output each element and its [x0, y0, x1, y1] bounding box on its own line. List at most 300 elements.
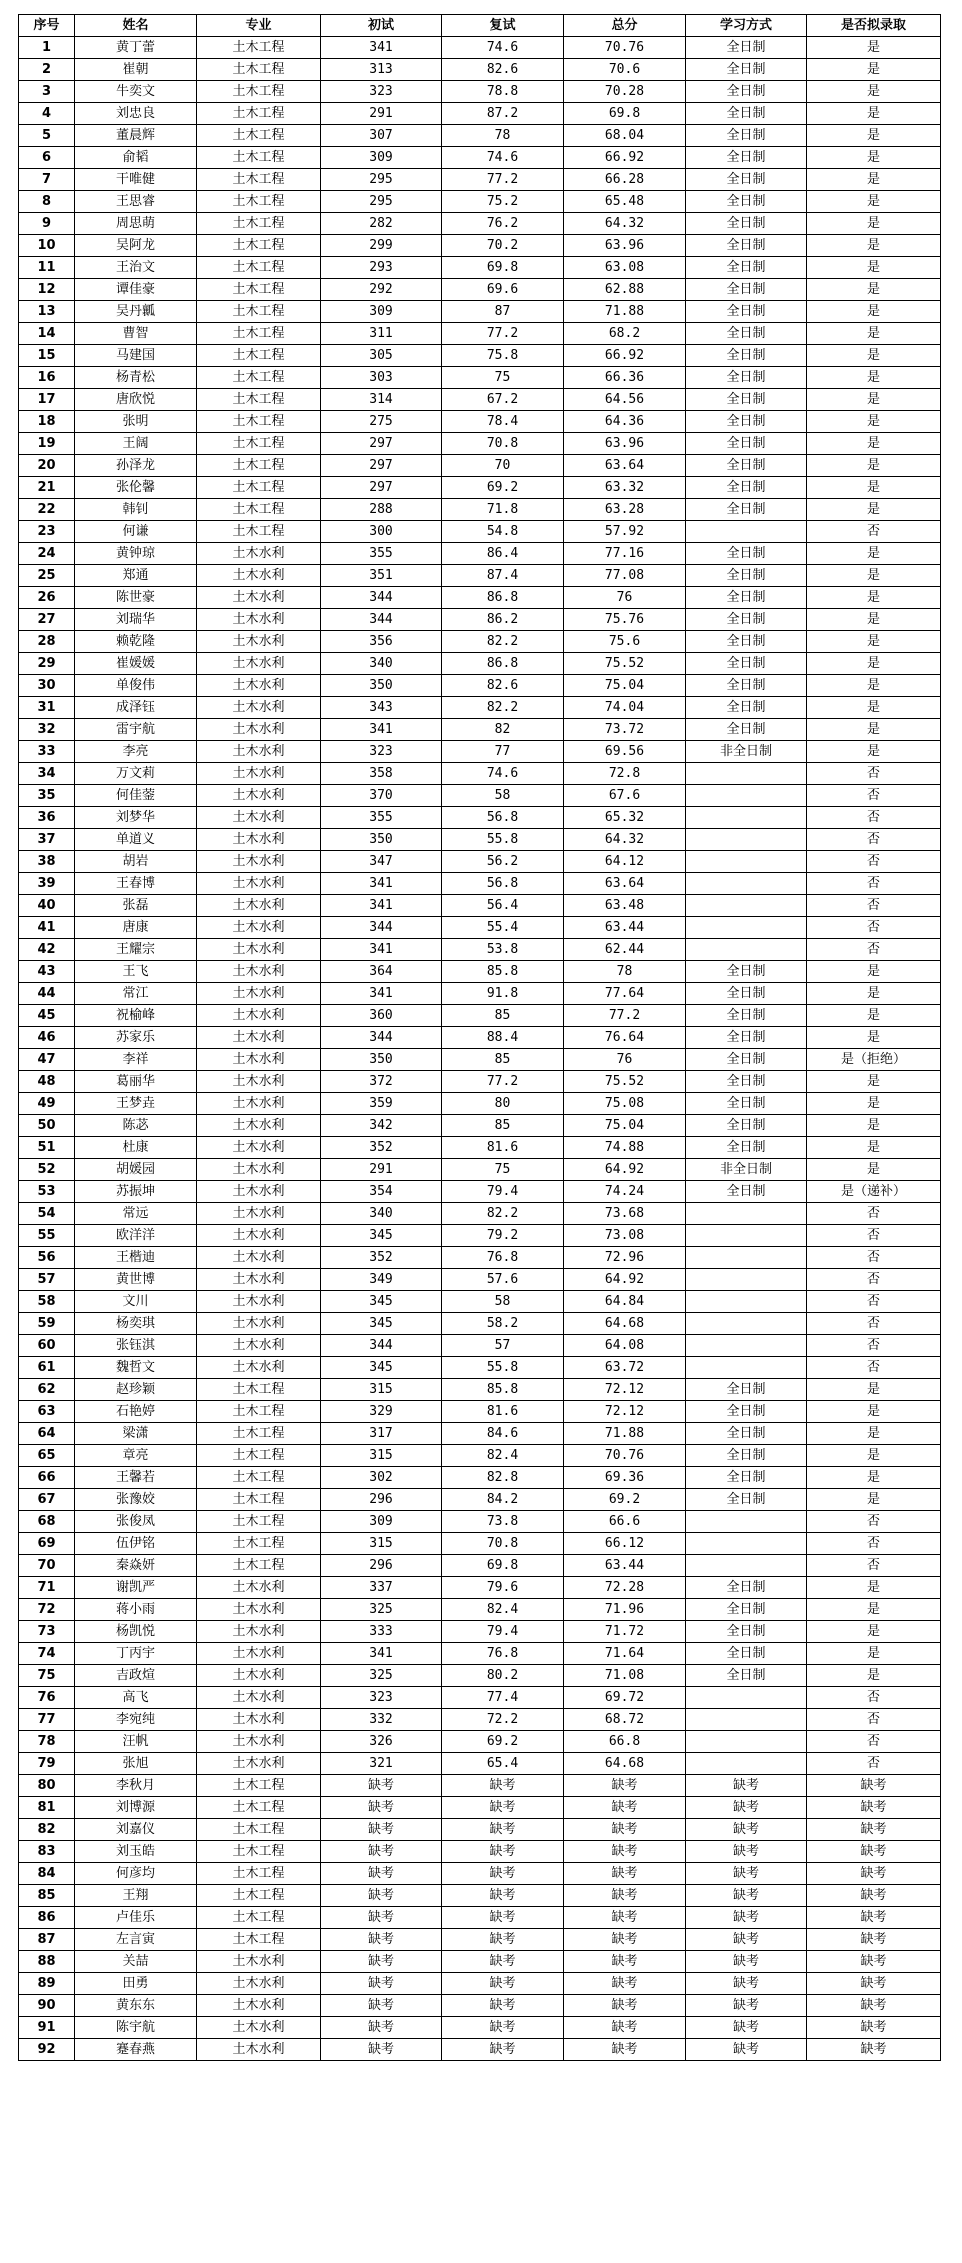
cell-initial-score: 333	[321, 1621, 442, 1643]
cell-name: 杜康	[75, 1137, 197, 1159]
cell-total-score: 76	[564, 587, 686, 609]
cell-total-score: 64.92	[564, 1159, 686, 1181]
cell-major: 土木工程	[197, 1841, 321, 1863]
cell-major: 土木水利	[197, 565, 321, 587]
cell-retest-score: 88.4	[442, 1027, 564, 1049]
cell-study-mode: 全日制	[686, 565, 807, 587]
cell-admission: 否	[807, 829, 941, 851]
cell-total-score: 64.12	[564, 851, 686, 873]
cell-retest-score: 82.4	[442, 1599, 564, 1621]
cell-retest-score: 82.4	[442, 1445, 564, 1467]
cell-index: 82	[19, 1819, 75, 1841]
table-row	[19, 433, 941, 455]
cell-total-score: 65.32	[564, 807, 686, 829]
cell-initial-score: 351	[321, 565, 442, 587]
cell-initial-score: 352	[321, 1137, 442, 1159]
table-row	[19, 895, 941, 917]
cell-name: 王飞	[75, 961, 197, 983]
cell-major: 土木水利	[197, 587, 321, 609]
table-row	[19, 367, 941, 389]
header-study-mode: 学习方式	[686, 15, 807, 37]
table-row	[19, 1027, 941, 1049]
cell-study-mode: 全日制	[686, 1137, 807, 1159]
cell-major: 土木水利	[197, 1357, 321, 1379]
cell-name: 崔媛媛	[75, 653, 197, 675]
cell-admission: 否	[807, 1511, 941, 1533]
table-row	[19, 1885, 941, 1907]
cell-index: 50	[19, 1115, 75, 1137]
cell-major: 土木水利	[197, 1599, 321, 1621]
table-row	[19, 1379, 941, 1401]
cell-study-mode	[686, 1269, 807, 1291]
cell-index: 35	[19, 785, 75, 807]
cell-admission: 是	[807, 411, 941, 433]
cell-index: 90	[19, 1995, 75, 2017]
cell-index: 30	[19, 675, 75, 697]
cell-study-mode: 全日制	[686, 1643, 807, 1665]
cell-study-mode: 全日制	[686, 147, 807, 169]
table-row	[19, 565, 941, 587]
cell-initial-score: 292	[321, 279, 442, 301]
cell-admission: 否	[807, 1687, 941, 1709]
table-row	[19, 1929, 941, 1951]
table-row	[19, 719, 941, 741]
table-row	[19, 1709, 941, 1731]
cell-total-score: 77.64	[564, 983, 686, 1005]
cell-retest-score: 72.2	[442, 1709, 564, 1731]
table-row	[19, 345, 941, 367]
cell-study-mode: 缺考	[686, 1863, 807, 1885]
cell-major: 土木工程	[197, 345, 321, 367]
cell-admission: 否	[807, 1709, 941, 1731]
cell-initial-score: 323	[321, 741, 442, 763]
cell-name: 何佳蓥	[75, 785, 197, 807]
cell-total-score: 63.08	[564, 257, 686, 279]
cell-study-mode	[686, 873, 807, 895]
cell-total-score: 57.92	[564, 521, 686, 543]
cell-initial-score: 317	[321, 1423, 442, 1445]
cell-retest-score: 73.8	[442, 1511, 564, 1533]
cell-name: 杨凯悦	[75, 1621, 197, 1643]
cell-major: 土木水利	[197, 1247, 321, 1269]
table-row	[19, 279, 941, 301]
cell-major: 土木工程	[197, 37, 321, 59]
cell-name: 刘梦华	[75, 807, 197, 829]
cell-retest-score: 77.2	[442, 1071, 564, 1093]
cell-study-mode: 缺考	[686, 1995, 807, 2017]
cell-retest-score: 85.8	[442, 1379, 564, 1401]
cell-name: 何彦均	[75, 1863, 197, 1885]
cell-admission: 是	[807, 213, 941, 235]
cell-study-mode: 全日制	[686, 1115, 807, 1137]
cell-total-score: 72.96	[564, 1247, 686, 1269]
cell-study-mode: 全日制	[686, 125, 807, 147]
cell-retest-score: 56.2	[442, 851, 564, 873]
cell-index: 65	[19, 1445, 75, 1467]
cell-name: 田勇	[75, 1973, 197, 1995]
cell-major: 土木水利	[197, 873, 321, 895]
table-body	[19, 37, 941, 2061]
cell-major: 土木工程	[197, 81, 321, 103]
cell-admission: 是	[807, 1379, 941, 1401]
cell-study-mode	[686, 807, 807, 829]
cell-major: 土木工程	[197, 1467, 321, 1489]
table-row	[19, 301, 941, 323]
cell-index: 9	[19, 213, 75, 235]
cell-initial-score: 缺考	[321, 1995, 442, 2017]
cell-index: 63	[19, 1401, 75, 1423]
cell-retest-score: 70	[442, 455, 564, 477]
table-row	[19, 543, 941, 565]
cell-initial-score: 344	[321, 1335, 442, 1357]
cell-total-score: 71.88	[564, 301, 686, 323]
cell-index: 70	[19, 1555, 75, 1577]
cell-retest-score: 87.4	[442, 565, 564, 587]
cell-retest-score: 86.8	[442, 587, 564, 609]
cell-total-score: 63.64	[564, 455, 686, 477]
cell-total-score: 70.6	[564, 59, 686, 81]
cell-index: 38	[19, 851, 75, 873]
cell-major: 土木水利	[197, 1005, 321, 1027]
cell-total-score: 64.92	[564, 1269, 686, 1291]
cell-name: 王春博	[75, 873, 197, 895]
cell-retest-score: 缺考	[442, 1819, 564, 1841]
cell-initial-score: 321	[321, 1753, 442, 1775]
cell-major: 土木水利	[197, 675, 321, 697]
cell-total-score: 72.12	[564, 1401, 686, 1423]
cell-initial-score: 缺考	[321, 1819, 442, 1841]
cell-total-score: 64.32	[564, 829, 686, 851]
table-row	[19, 1093, 941, 1115]
cell-admission: 是	[807, 279, 941, 301]
cell-initial-score: 358	[321, 763, 442, 785]
cell-index: 73	[19, 1621, 75, 1643]
table-row	[19, 1005, 941, 1027]
cell-name: 赵珍颖	[75, 1379, 197, 1401]
cell-major: 土木水利	[197, 1731, 321, 1753]
cell-retest-score: 84.2	[442, 1489, 564, 1511]
cell-total-score: 缺考	[564, 1995, 686, 2017]
cell-retest-score: 82.6	[442, 59, 564, 81]
cell-admission: 是	[807, 323, 941, 345]
table-row	[19, 235, 941, 257]
table-row	[19, 323, 941, 345]
cell-total-score: 66.8	[564, 1731, 686, 1753]
cell-admission: 否	[807, 1357, 941, 1379]
cell-retest-score: 82.2	[442, 631, 564, 653]
cell-total-score: 77.16	[564, 543, 686, 565]
cell-name: 张磊	[75, 895, 197, 917]
cell-index: 66	[19, 1467, 75, 1489]
cell-index: 32	[19, 719, 75, 741]
cell-admission: 是	[807, 1643, 941, 1665]
cell-index: 21	[19, 477, 75, 499]
cell-major: 土木水利	[197, 1181, 321, 1203]
cell-study-mode: 全日制	[686, 455, 807, 477]
cell-initial-score: 315	[321, 1445, 442, 1467]
cell-study-mode: 缺考	[686, 1841, 807, 1863]
cell-retest-score: 82.8	[442, 1467, 564, 1489]
cell-name: 成泽钰	[75, 697, 197, 719]
cell-major: 土木水利	[197, 1049, 321, 1071]
cell-retest-score: 缺考	[442, 1929, 564, 1951]
cell-name: 丁丙宇	[75, 1643, 197, 1665]
cell-total-score: 77.2	[564, 1005, 686, 1027]
table-row	[19, 917, 941, 939]
cell-retest-score: 85	[442, 1049, 564, 1071]
cell-initial-score: 300	[321, 521, 442, 543]
cell-index: 53	[19, 1181, 75, 1203]
cell-major: 土木工程	[197, 191, 321, 213]
cell-index: 83	[19, 1841, 75, 1863]
cell-initial-score: 288	[321, 499, 442, 521]
cell-index: 68	[19, 1511, 75, 1533]
cell-index: 12	[19, 279, 75, 301]
cell-major: 土木水利	[197, 1951, 321, 1973]
header-retest-score: 复试	[442, 15, 564, 37]
table-row	[19, 1291, 941, 1313]
cell-retest-score: 70.8	[442, 433, 564, 455]
cell-retest-score: 55.8	[442, 1357, 564, 1379]
cell-retest-score: 缺考	[442, 1951, 564, 1973]
cell-initial-score: 344	[321, 917, 442, 939]
cell-study-mode	[686, 1731, 807, 1753]
table-row	[19, 1335, 941, 1357]
cell-retest-score: 71.8	[442, 499, 564, 521]
table-row	[19, 499, 941, 521]
cell-admission: 是	[807, 565, 941, 587]
cell-name: 韩钊	[75, 499, 197, 521]
table-row	[19, 1423, 941, 1445]
cell-study-mode: 全日制	[686, 961, 807, 983]
cell-index: 14	[19, 323, 75, 345]
cell-initial-score: 329	[321, 1401, 442, 1423]
cell-name: 王馨若	[75, 1467, 197, 1489]
cell-major: 土木工程	[197, 1863, 321, 1885]
cell-total-score: 66.92	[564, 345, 686, 367]
cell-retest-score: 57.6	[442, 1269, 564, 1291]
cell-study-mode: 全日制	[686, 697, 807, 719]
table-row	[19, 983, 941, 1005]
cell-initial-score: 缺考	[321, 1841, 442, 1863]
cell-initial-score: 332	[321, 1709, 442, 1731]
cell-admission: 是	[807, 697, 941, 719]
cell-total-score: 75.6	[564, 631, 686, 653]
cell-study-mode: 全日制	[686, 1621, 807, 1643]
cell-name: 刘嘉仪	[75, 1819, 197, 1841]
table-row	[19, 1995, 941, 2017]
cell-study-mode: 全日制	[686, 433, 807, 455]
cell-index: 19	[19, 433, 75, 455]
cell-admission: 是	[807, 81, 941, 103]
cell-study-mode: 缺考	[686, 1929, 807, 1951]
cell-study-mode: 全日制	[686, 719, 807, 741]
cell-initial-score: 341	[321, 37, 442, 59]
cell-study-mode: 全日制	[686, 169, 807, 191]
cell-retest-score: 91.8	[442, 983, 564, 1005]
cell-name: 马建国	[75, 345, 197, 367]
cell-initial-score: 345	[321, 1291, 442, 1313]
cell-name: 刘忠良	[75, 103, 197, 125]
cell-name: 左言寅	[75, 1929, 197, 1951]
cell-retest-score: 缺考	[442, 1775, 564, 1797]
cell-retest-score: 56.8	[442, 873, 564, 895]
cell-name: 陈宇航	[75, 2017, 197, 2039]
cell-initial-score: 275	[321, 411, 442, 433]
cell-admission: 否	[807, 939, 941, 961]
cell-admission: 是	[807, 1115, 941, 1137]
cell-major: 土木工程	[197, 125, 321, 147]
cell-total-score: 68.72	[564, 1709, 686, 1731]
cell-major: 土木水利	[197, 1687, 321, 1709]
cell-total-score: 缺考	[564, 1885, 686, 1907]
cell-major: 土木工程	[197, 103, 321, 125]
cell-initial-score: 325	[321, 1599, 442, 1621]
cell-initial-score: 340	[321, 1203, 442, 1225]
cell-study-mode: 全日制	[686, 1027, 807, 1049]
cell-total-score: 64.68	[564, 1313, 686, 1335]
cell-admission: 缺考	[807, 1907, 941, 1929]
cell-admission: 缺考	[807, 1819, 941, 1841]
cell-name: 蒋小雨	[75, 1599, 197, 1621]
cell-name: 苏家乐	[75, 1027, 197, 1049]
cell-admission: 是	[807, 125, 941, 147]
cell-index: 47	[19, 1049, 75, 1071]
cell-admission: 否	[807, 807, 941, 829]
cell-major: 土木水利	[197, 1203, 321, 1225]
cell-name: 陈苾	[75, 1115, 197, 1137]
cell-major: 土木水利	[197, 697, 321, 719]
table-row	[19, 191, 941, 213]
cell-total-score: 68.2	[564, 323, 686, 345]
table-row	[19, 1401, 941, 1423]
cell-total-score: 70.76	[564, 37, 686, 59]
cell-study-mode: 全日制	[686, 59, 807, 81]
cell-index: 29	[19, 653, 75, 675]
cell-study-mode: 全日制	[686, 191, 807, 213]
table-row	[19, 1841, 941, 1863]
cell-major: 土木水利	[197, 895, 321, 917]
cell-major: 土木工程	[197, 1533, 321, 1555]
table-row	[19, 1753, 941, 1775]
table-row	[19, 1533, 941, 1555]
cell-study-mode	[686, 1555, 807, 1577]
cell-index: 23	[19, 521, 75, 543]
cell-index: 72	[19, 1599, 75, 1621]
cell-retest-score: 76.8	[442, 1643, 564, 1665]
cell-initial-score: 364	[321, 961, 442, 983]
cell-name: 张明	[75, 411, 197, 433]
table-row	[19, 1489, 941, 1511]
cell-initial-score: 342	[321, 1115, 442, 1137]
cell-retest-score: 77.4	[442, 1687, 564, 1709]
cell-name: 张旭	[75, 1753, 197, 1775]
cell-admission: 是	[807, 741, 941, 763]
cell-retest-score: 69.2	[442, 477, 564, 499]
cell-initial-score: 303	[321, 367, 442, 389]
cell-total-score: 75.04	[564, 1115, 686, 1137]
cell-total-score: 75.52	[564, 1071, 686, 1093]
cell-index: 56	[19, 1247, 75, 1269]
cell-name: 苏振坤	[75, 1181, 197, 1203]
cell-admission: 是	[807, 235, 941, 257]
table-row	[19, 1643, 941, 1665]
cell-name: 文川	[75, 1291, 197, 1313]
cell-retest-score: 86.2	[442, 609, 564, 631]
cell-index: 61	[19, 1357, 75, 1379]
cell-admission: 是	[807, 1445, 941, 1467]
cell-name: 吉政煊	[75, 1665, 197, 1687]
cell-index: 8	[19, 191, 75, 213]
cell-major: 土木工程	[197, 389, 321, 411]
cell-name: 秦焱妍	[75, 1555, 197, 1577]
cell-major: 土木水利	[197, 851, 321, 873]
table-row	[19, 1445, 941, 1467]
cell-name: 吴阿龙	[75, 235, 197, 257]
cell-name: 梁潇	[75, 1423, 197, 1445]
cell-retest-score: 缺考	[442, 1797, 564, 1819]
cell-total-score: 缺考	[564, 1973, 686, 1995]
cell-major: 土木工程	[197, 1929, 321, 1951]
cell-total-score: 78	[564, 961, 686, 983]
cell-study-mode	[686, 1335, 807, 1357]
table-row	[19, 213, 941, 235]
cell-admission: 是	[807, 1467, 941, 1489]
cell-index: 76	[19, 1687, 75, 1709]
cell-study-mode: 全日制	[686, 1005, 807, 1027]
cell-major: 土木水利	[197, 917, 321, 939]
cell-major: 土木水利	[197, 1159, 321, 1181]
cell-major: 土木水利	[197, 1753, 321, 1775]
cell-initial-score: 349	[321, 1269, 442, 1291]
table-row	[19, 697, 941, 719]
cell-major: 土木水利	[197, 631, 321, 653]
table-row	[19, 257, 941, 279]
cell-retest-score: 69.6	[442, 279, 564, 301]
cell-initial-score: 325	[321, 1665, 442, 1687]
table-row	[19, 1819, 941, 1841]
cell-admission: 缺考	[807, 1885, 941, 1907]
cell-admission: 缺考	[807, 2039, 941, 2061]
cell-major: 土木水利	[197, 1225, 321, 1247]
cell-index: 6	[19, 147, 75, 169]
admission-table	[18, 14, 941, 2061]
cell-initial-score: 315	[321, 1379, 442, 1401]
cell-initial-score: 356	[321, 631, 442, 653]
cell-admission: 缺考	[807, 1995, 941, 2017]
cell-name: 王楷迪	[75, 1247, 197, 1269]
cell-initial-score: 341	[321, 983, 442, 1005]
table-row	[19, 587, 941, 609]
cell-index: 2	[19, 59, 75, 81]
cell-index: 36	[19, 807, 75, 829]
cell-initial-score: 344	[321, 587, 442, 609]
cell-retest-score: 87.2	[442, 103, 564, 125]
header-major: 专业	[197, 15, 321, 37]
cell-admission: 是	[807, 1599, 941, 1621]
cell-study-mode	[686, 1533, 807, 1555]
cell-study-mode: 全日制	[686, 1577, 807, 1599]
cell-initial-score: 295	[321, 191, 442, 213]
cell-retest-score: 缺考	[442, 1995, 564, 2017]
cell-total-score: 缺考	[564, 1797, 686, 1819]
cell-name: 张伦馨	[75, 477, 197, 499]
cell-admission: 是	[807, 367, 941, 389]
cell-major: 土木工程	[197, 1775, 321, 1797]
table-row	[19, 169, 941, 191]
cell-admission: 否	[807, 1269, 941, 1291]
cell-index: 46	[19, 1027, 75, 1049]
